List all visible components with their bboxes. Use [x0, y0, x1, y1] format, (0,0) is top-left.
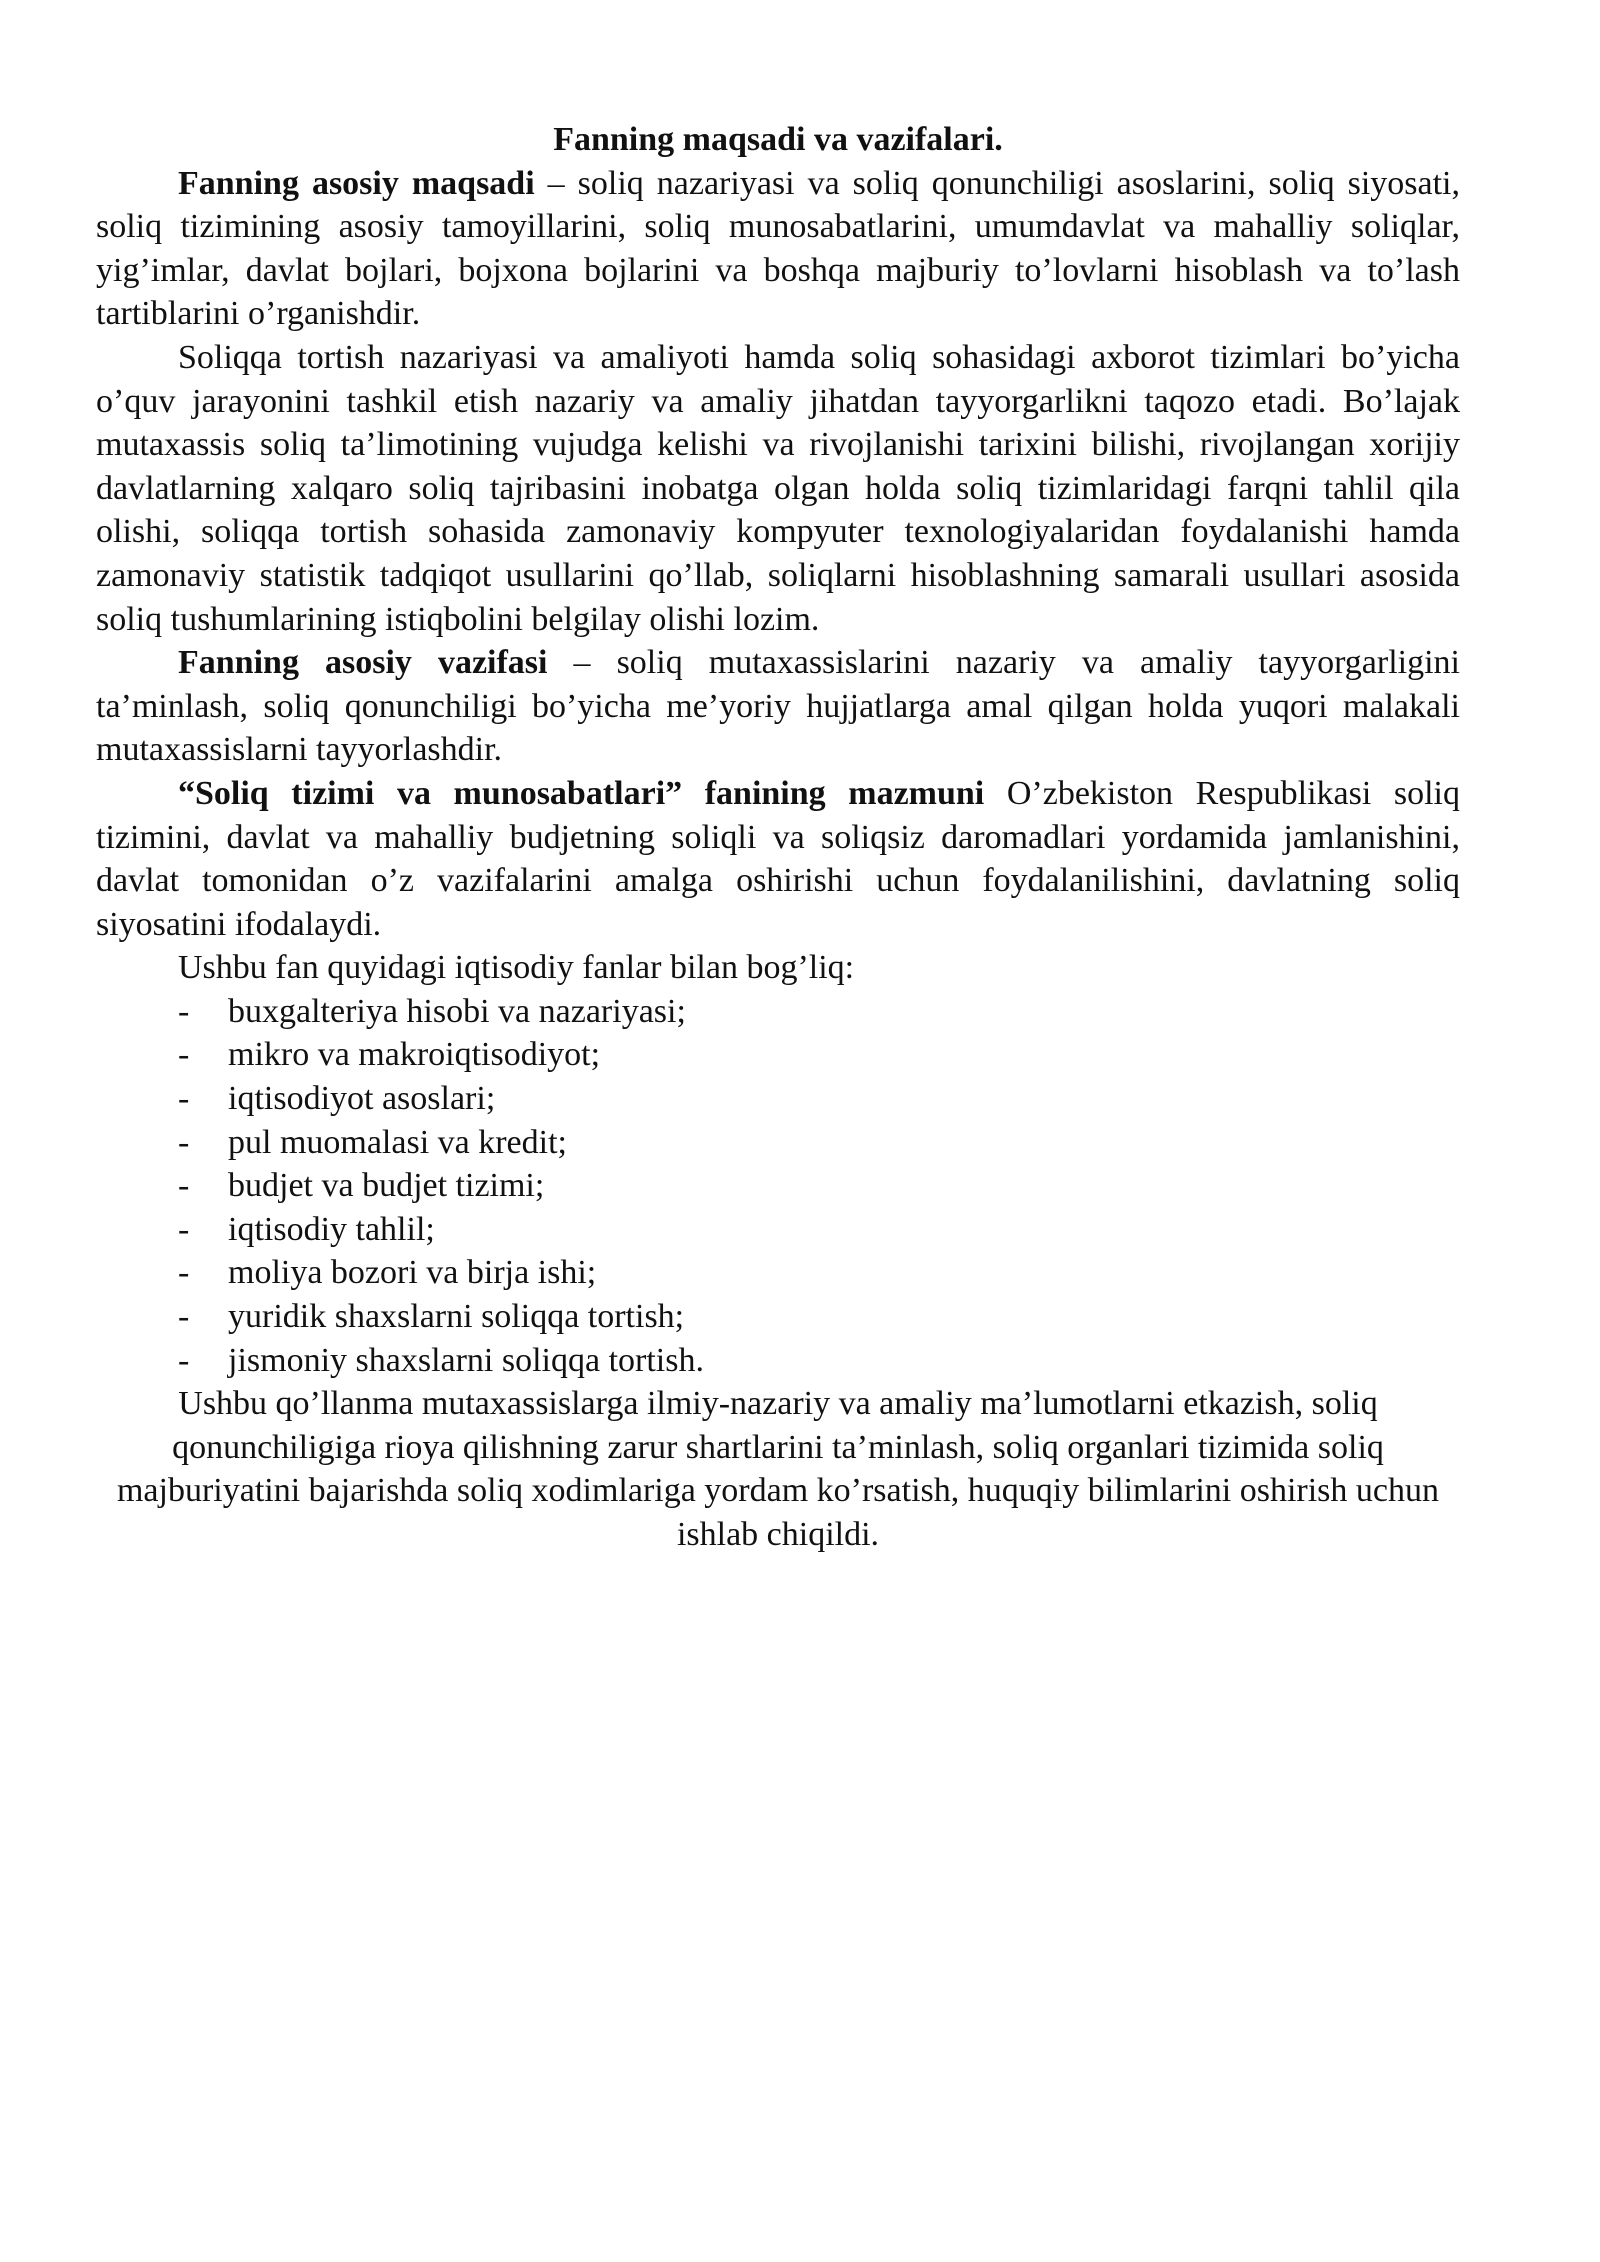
closing-paragraph: Ushbu qo’llanma mutaxassislarga ilmiy-nazariy va amaliy ma’lumotlarni etkazish, soliq qonunchiligiga rioya qilishning zarur shartlarini ta’minlash, soliq organlari tizimida soliq majburiyatini bajarishda soliq xodimlariga yordam ko’rsatish, huquqiy bilimlarini oshirish uchun ishlab chiqildi.: [116, 1385, 1439, 1553]
paragraph-theory: Soliqqa tortish nazariyasi va amaliyoti hamda soliq sohasidagi axborot tizimlari bo’yicha o’quv jarayonini tashkil etish nazariy va amaliy jihatdan tayyorgarlikni taqozo etadi. Bo’lajak mutaxassis soliq ta’limotining vujudga kelishi va rivojlanishi tarixini bilishi, rivojlangan xorijiy davlatlarning xalqaro soliq tajribasini inobatga olgan holda soliq tizimlaridagi farqni tahlil qila olishi, soliqqa tortish sohasida zamonaviy kompyuter texnologiyalaridan foydalanishi hamda zamonaviy statistik tadqiqot usullarini qo’llab, soliqlarni hisoblashning samarali usullari asosida soliq tushumlarining istiqbolini belgilay olishi lozim.: [96, 338, 1460, 638]
list-intro: Ushbu fan quyidagi iqtisodiy fanlar bilan bog’liq:: [178, 949, 855, 987]
paragraph-task: [96, 641, 1460, 772]
list-item: [178, 1339, 1460, 1383]
related-subjects-list: [96, 990, 1460, 1382]
list-marker: -: [178, 1167, 190, 1205]
list-marker: -: [178, 992, 190, 1030]
list-item-text: iqtisodiy tahlil;: [228, 1210, 435, 1248]
list-item: [178, 1295, 1460, 1339]
paragraph-content-lead: “Soliq tizimi va munosabatlari” fanining mazmuni: [178, 774, 985, 812]
paragraph-goal-text: – soliq nazariyasi va soliq qonunchiligi asoslarini, soliq siyosati, soliq tizimining asosiy tamoyillarini, soliq munosabatlarini, umumdavlat va mahalliy soliqlar, yig’imlar, davlat bojlari, bojxona bojlarini va boshqa majburiy to’lovlarni hisoblash va to’lash tartiblarini o’rganishdir.: [96, 164, 1460, 333]
list-item: [178, 1251, 1460, 1295]
list-item: [178, 1121, 1460, 1165]
document-page: [96, 118, 1460, 1557]
paragraph-task-text: – soliq mutaxassislarini nazariy va amaliy tayyorgarligini ta’minlash, soliq qonunchiligi bo’yicha me’yoriy hujjatlarga amal qilgan holda yuqori malakali mutaxassislarni tayyorlashdir.: [96, 644, 1460, 769]
list-marker: -: [178, 1210, 190, 1248]
list-marker: -: [178, 1123, 190, 1161]
list-item-text: buxgalteriya hisobi va nazariyasi;: [228, 992, 686, 1030]
list-marker: -: [178, 1298, 190, 1336]
list-marker: -: [178, 1341, 190, 1379]
list-item-text: yuridik shaxslarni soliqqa tortish;: [228, 1298, 685, 1336]
paragraph-task-lead: Fanning asosiy vazifasi: [178, 644, 548, 682]
list-item: [178, 990, 1460, 1034]
list-item-text: iqtisodiyot asoslari;: [228, 1080, 496, 1118]
paragraph-content: [96, 772, 1460, 946]
list-item-text: pul muomalasi va kredit;: [228, 1123, 567, 1161]
list-item: [178, 1208, 1460, 1252]
list-item: [178, 1164, 1460, 1208]
list-marker: -: [178, 1254, 190, 1292]
paragraph-content-text: O’zbekiston Respublikasi soliq tizimini, davlat va mahalliy budjetning soliqli va soliqsiz daromadlari yordamida jamlanishini, davlat tomonidan o’z vazifalarini amalga oshirishi uchun foydalanilishini, davlatning soliq siyosatini ifodalaydi.: [96, 774, 1460, 943]
list-item: [178, 1033, 1460, 1077]
list-item-text: jismoniy shaxslarni soliqqa tortish.: [228, 1341, 704, 1379]
list-item-text: budjet va budjet tizimi;: [228, 1167, 545, 1205]
list-marker: -: [178, 1080, 190, 1118]
page-title: Fanning maqsadi va vazifalari.: [553, 121, 1003, 158]
list-item-text: mikro va makroiqtisodiyot;: [228, 1036, 601, 1074]
list-item: [178, 1077, 1460, 1121]
paragraph-goal: [96, 162, 1460, 336]
list-item-text: moliya bozori va birja ishi;: [228, 1254, 597, 1292]
paragraph-goal-lead: Fanning asosiy maqsadi: [178, 164, 535, 202]
list-marker: -: [178, 1036, 190, 1074]
